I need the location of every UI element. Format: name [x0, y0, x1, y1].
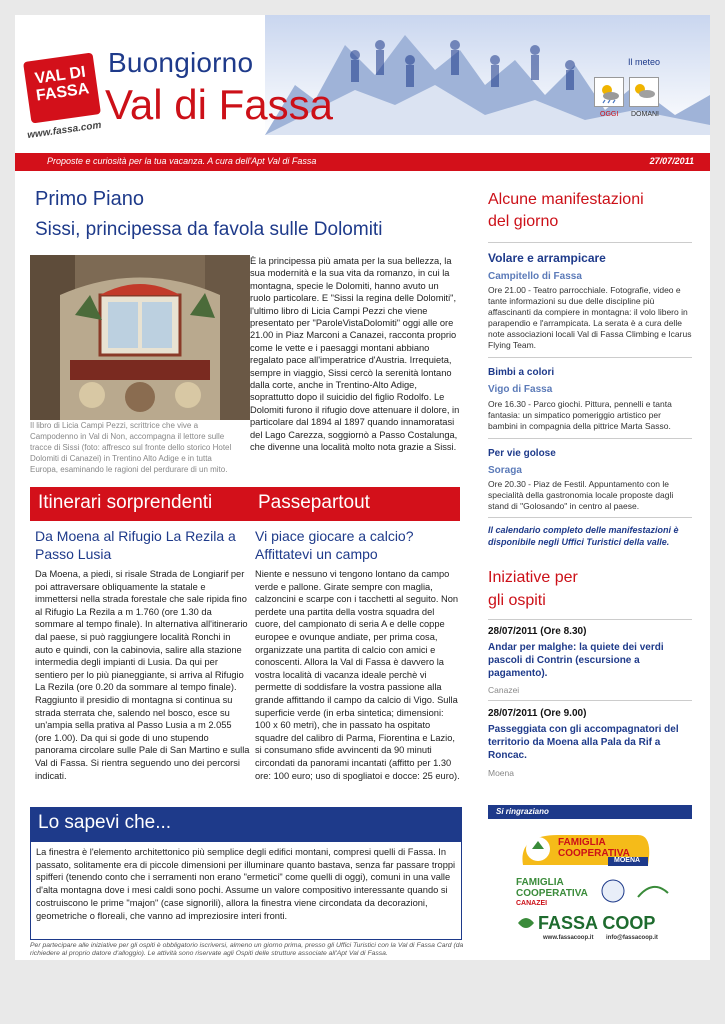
section-passepartout: Passepartout: [250, 487, 460, 521]
initiative-date: 28/07/2011 (Ore 9.00): [488, 708, 587, 719]
meteo-label: Il meteo: [628, 57, 661, 67]
passepartout-body: Niente e nessuno vi tengono lontano da campo verde e pallone. Girate sempre con maglia, calzoncini e scarpe con i tacchetti al seguito. Non perdete una partita della vostra squadra del cuore, del campionato di seria A e delle coppe europee e ovunque andiate, per prima cosa, organizzate una partita di calcio con amici e conoscenti. Allora la Val di Fassa è davvero la vostra località di vacanza ideale perchè vi permette di soddisfare la vostra passione alla grande affittando il campo da calcio di Vigo. Sulla superficie verde (in erba sintetica; dimensioni: 100 x 60 metri), che in passato ha ospitato squadre del calibro di Parma, Fiorentina e Lazio, si consumano sfide avvincenti da 90 minuti circondati da panorami incantati (affitto per 1.30 ore: 100 euro; uso di spogliatoi e docce: 25 euro).: [255, 569, 460, 781]
itinerari-title: Da Moena al Rifugio La Rezila a Passo Lusia: [35, 528, 236, 562]
divider: [488, 700, 692, 701]
masthead: [15, 15, 710, 153]
divider: [488, 438, 692, 439]
sponsor-famiglia-canazei[interactable]: [488, 871, 692, 911]
divider: [488, 357, 692, 358]
sponsor-name: FAMIGLIA COOPERATIVA: [516, 877, 588, 899]
title-buongiorno: Buongiorno: [108, 47, 254, 78]
sponsor-place: CANAZEI: [516, 900, 548, 907]
page: [15, 15, 710, 960]
event-text: Ore 21.00 - Teatro parrocchiale. Fotografie, video e tante informazioni su due delle discipline più affascinanti da compiere in montagna: il volo libero in parapendio e l'arrampicata. La serata è a cura delle note associazioni locali Val di Fassa Climbing e Icarus Flying Team.: [488, 285, 692, 350]
sponsor-fassa-coop[interactable]: [488, 913, 692, 943]
headline-sissi: Sissi, principessa da favola sulle Dolomiti: [35, 219, 383, 240]
photo-caption: Il libro di Licia Campi Pezzi, scrittrice che vive a Campodenno in Val di Non, accompagna il lettore sulle tracce di Sissi (foto: affresco sul fronte dello storico Hotel Dolomiti di Canazei) in Trentino Alto Adige e in tutta Europa, esaminando le ragioni del perdurare di un mito.: [30, 421, 232, 474]
logo-url[interactable]: www.fassa.com: [26, 119, 103, 142]
title-val-di-fassa: Val di Fassa: [105, 81, 333, 128]
section-primo-piano: Primo Piano: [35, 188, 144, 210]
lo-sapevi-box: [30, 841, 462, 940]
initiative-title[interactable]: Passeggiata con gli accompagnatori del territorio da Moena alla Pala da Rif a Roncac.: [488, 724, 679, 761]
sponsor-name: FASSA COOP: [538, 913, 656, 933]
initiative-place: Moena: [488, 768, 514, 778]
section-itinerari: Itinerari sorprendenti: [30, 487, 252, 521]
manifestazioni-title-2: del giorno: [488, 213, 559, 230]
section-lo-sapevi: Lo sapevi che...: [30, 807, 462, 841]
event-place: Campitello di Fassa: [488, 271, 582, 282]
sponsor-url[interactable]: www.fassacoop.it: [543, 935, 594, 941]
sponsors-label: Si ringraziano: [488, 805, 692, 819]
weather-tomorrow-icon[interactable]: [629, 77, 659, 107]
initiative-title[interactable]: Andar per malghe: la quiete dei verdi pascoli di Contrin (escursione a pagamento).: [488, 642, 664, 679]
event-place: Soraga: [488, 465, 522, 476]
divider: [488, 517, 692, 518]
divider: [488, 242, 692, 243]
meteo-today-label: OGGI: [600, 111, 619, 118]
event-title: Bimbi a colori: [488, 367, 555, 378]
event-text: Ore 20.30 - Piaz de Festil. Appuntamento con le specialità della gastronomia locale proposte dagli stand di "Golosando" in centro al paese.: [488, 479, 674, 511]
fresco-photo: [30, 255, 250, 420]
passepartout-title: Vi piace giocare a calcio? Affittatevi un campo: [255, 528, 414, 562]
manifestazioni-title-1: Alcune manifestazioni: [488, 191, 644, 208]
logo-line-2: FASSA: [35, 80, 91, 105]
initiative-place: Canazei: [488, 685, 520, 695]
sponsor-place: MOENA: [614, 857, 641, 864]
meteo-tomorrow-label: DOMANI: [631, 111, 659, 118]
event-text: Ore 16.30 - Parco giochi. Pittura, pennelli e tanta fantasia: un simpatico pomeriggio artistico per bambini in compagnia della pittrice Marta Sasso.: [488, 399, 672, 431]
event-title: Per vie golose: [488, 448, 556, 459]
tagline: Proposte e curiosità per la tua vacanza. A cura dell'Apt Val di Fassa: [47, 156, 317, 166]
initiative-date: 28/07/2011 (Ore 8.30): [488, 626, 587, 637]
sponsor-famiglia-moena[interactable]: [488, 827, 692, 869]
calendar-note: Il calendario completo delle manifestazioni è disponibile negli Uffici Turistici della valle.: [488, 525, 679, 547]
val-di-fassa-logo[interactable]: [26, 57, 103, 142]
issue-date: 27/07/2011: [649, 156, 694, 166]
sponsor-email[interactable]: info@fassacoop.it: [606, 935, 658, 941]
itinerari-body: Da Moena, a piedi, si risale Strada de Longiarif per poi attraversare obliquamente la statale e immettersi nella strada forestale che sale ripida fino al Rifugio La Rezila a m 1.760 (ore 1.30 da sommare al tempo finale). In alternativa all'itinerario dal paese, si può raggiungere località Ronchi in auto e quindi, con la cabinovia, salire alla stazione intermedia degli impianti di Lusia. Da qui per sentiero per lo più pianeggiante, si arriva al Rifugio La Rezila (ore 0.20 da sommare al tempo finale). Raggiunto il presidio di montagna si continua su strada sterrata che, salendo nel bosco, esce su un'ampia sella prativa al Passo Lusia a m 2.055 (ore 1.00). Da qui si gode di uno stupendo panorama circolare sulle Pale di San Martino e sulla Val di Fassa. Si rientra seguendo uno dei percorsi indicati.: [35, 569, 250, 781]
divider: [488, 619, 692, 620]
event-place: Vigo di Fassa: [488, 384, 553, 395]
logo-badge: [23, 52, 101, 123]
tagline-bar: [15, 153, 710, 171]
sponsor-name: FAMIGLIA COOPERATIVA: [558, 837, 630, 859]
event-title: Volare e arrampicare: [488, 251, 606, 265]
iniziative-title-2: gli ospiti: [488, 592, 546, 609]
iniziative-title-1: Iniziative per: [488, 569, 578, 586]
weather-today-icon[interactable]: [594, 77, 624, 107]
lo-sapevi-body: La finestra è l'elemento architettonico più semplice degli edifici montani, compresi quelli di Fassa. In passato, solitamente era di piccole dimensioni per illuminare quanto bastava, senza far passare troppi spifferi (tenendo conto che i serramenti non erano "ermetici" come quelli di oggi), comuni in una valle d'alta montagna dove i mesi caldi sono pochi. Assume un valore compositivo interessante quando si costruiscono le prime "majon" (case signorili), allora la finestra viene circondata da decorazioni, geometriche o floreali, che vanno ad impreziosire interi fronti.: [36, 847, 456, 921]
sissi-article: È la principessa più amata per la sua bellezza, la sua modernità e la sua vita da romanzo, in cui la montagna, specie le Dolomiti, hanno avuto un ruolo particolare. E "Sissi la regina delle Dolomiti", l'ultimo libro di Licia Campi Pezzi che viene presentato per "ParoleVistaDolomiti" oggi alle ore 21.00 in Piaz Marconi a Canazei, racconta proprio come le vette e i paesaggi montani abbiano regalato pace all'imperatrice d'Austria. Irrequieta, sempre in viaggio, Sissi cercò la serenità lontano dalla corte, anche in Trentino-Alto Adige, soprattutto dopo il suicidio del figlio Rodolfo. Le Dolomiti furono il rifugio dove attenuare il dolore, in particolare dal 1894 al 1897 quando innamoratasi del Lago Carezza, soggiornò a Passo Costalunga, che divenne una località molto nota grazie a Sissi.: [250, 256, 460, 453]
footer-note: Per partecipare alle iniziative per gli ospiti è obbligatorio iscriversi, almeno un giorno prima, presso gli Uffici Turistici con la Val di Fassa Card (da richiedere al proprio datore d'alloggio). Le attività sono riservate agli Ospiti delle strutture associate all'Apt Val di Fassa.: [30, 942, 464, 958]
logo-line-1: VAL DI: [33, 63, 87, 88]
